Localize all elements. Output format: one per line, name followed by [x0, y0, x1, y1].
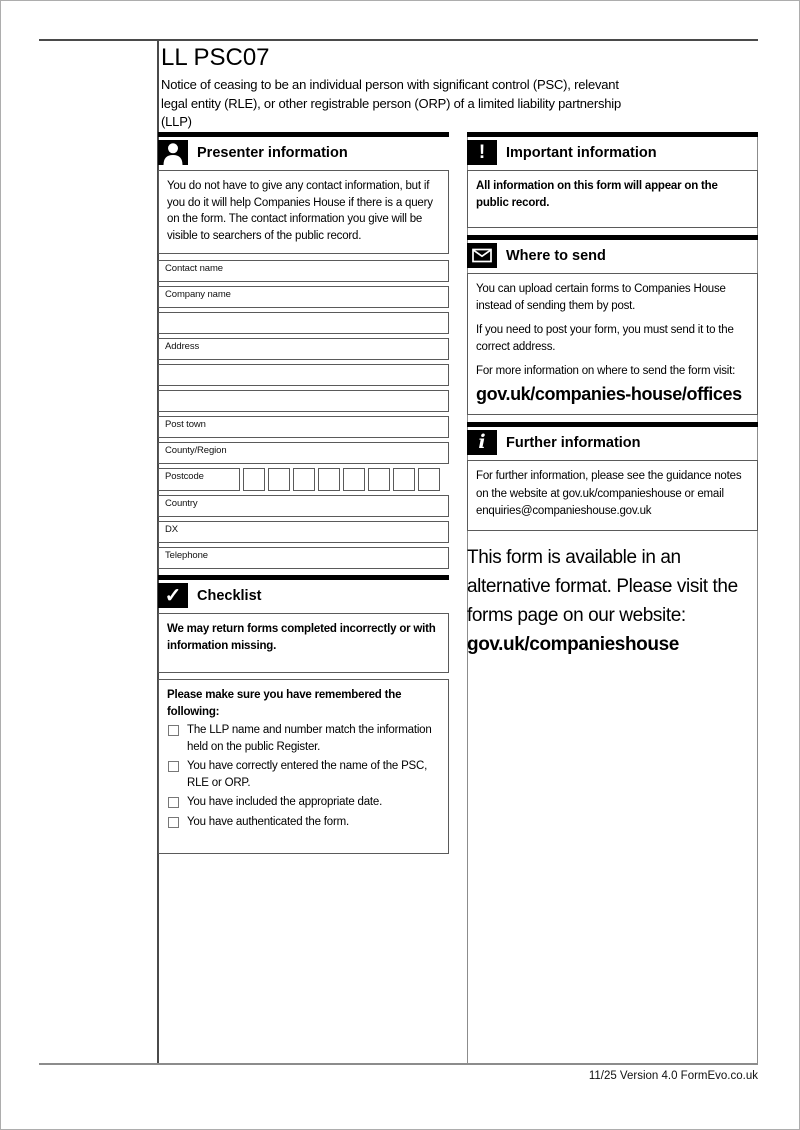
form-code: LL PSC07	[161, 44, 270, 71]
postcode-field	[158, 468, 449, 491]
address-continuation-field-2[interactable]	[158, 390, 449, 412]
field-label: Company name	[165, 289, 231, 300]
checklist-items-box	[158, 679, 449, 854]
contact-name-field[interactable]	[158, 260, 449, 282]
checklist-intro: Please make sure you have remembered the following:	[167, 689, 402, 718]
important-info-title: Important information	[506, 144, 657, 161]
address-field[interactable]	[158, 338, 449, 360]
important-info-header	[467, 132, 758, 165]
checklist-item-label: You have authenticated the form.	[187, 815, 349, 828]
postcode-box[interactable]	[293, 468, 315, 491]
important-info-note	[467, 170, 758, 228]
country-field[interactable]	[158, 495, 449, 517]
postcode-box[interactable]	[343, 468, 365, 491]
where-to-send-note	[467, 273, 758, 415]
field-label: Postcode	[165, 471, 204, 482]
where-to-send-header	[467, 235, 758, 268]
field-label: Contact name	[165, 263, 223, 274]
presenter-header	[158, 132, 449, 165]
left-column	[158, 132, 449, 860]
checkbox[interactable]	[168, 761, 179, 772]
exclamation-icon: !	[467, 140, 497, 165]
where-to-send-section	[467, 235, 758, 415]
post-town-field[interactable]	[158, 416, 449, 438]
checklist-title: Checklist	[197, 587, 262, 604]
offices-url: gov.uk/companies-house/offices	[476, 383, 742, 404]
footer-rule	[39, 1063, 758, 1065]
important-info-section	[467, 132, 758, 228]
postcode-label-box[interactable]	[158, 468, 240, 491]
telephone-field[interactable]	[158, 547, 449, 569]
where-to-send-p2: If you need to post your form, you must send it to the correct address.	[476, 324, 734, 353]
where-to-send-title: Where to send	[506, 247, 606, 264]
postcode-box[interactable]	[243, 468, 265, 491]
checkbox[interactable]	[168, 797, 179, 808]
top-rule	[39, 39, 758, 41]
alternative-format-url: gov.uk/companieshouse	[467, 633, 679, 655]
postcode-box[interactable]	[418, 468, 440, 491]
field-label: Country	[165, 498, 198, 509]
field-label: DX	[165, 524, 178, 535]
county-region-field[interactable]	[158, 442, 449, 464]
footer-text: 11/25 Version 4.0 FormEvo.co.uk	[588, 1070, 758, 1082]
presenter-note: You do not have to give any contact information, but if you do it will help Companies House if there is a query on the form. The contact information you give will be visible to searchers of the public record.	[158, 170, 449, 254]
postcode-box[interactable]	[368, 468, 390, 491]
further-info-title: Further information	[506, 434, 641, 451]
form-description: Notice of ceasing to be an individual person with significant control (PSC), relevant legal entity (RLE), or other registrable person (ORP) of a limited liability partnership (LLP)	[161, 77, 621, 130]
address-continuation-field[interactable]	[158, 364, 449, 386]
person-icon	[158, 140, 188, 165]
checklist-header	[158, 575, 449, 608]
checklist-warning	[158, 613, 449, 673]
field-label: Telephone	[165, 550, 208, 561]
checkmark-icon: ✓	[158, 583, 188, 608]
dx-field[interactable]	[158, 521, 449, 543]
field-label: Post town	[165, 419, 206, 430]
alternative-format-note	[467, 543, 758, 659]
checklist-item-label: You have correctly entered the name of the PSC, RLE or ORP.	[187, 760, 428, 789]
further-info-note: For further information, please see the guidance notes on the website at gov.uk/companieshouse or email enquiries@companieshouse.gov.uk	[467, 460, 758, 531]
further-info-header	[467, 422, 758, 455]
field-label: Address	[165, 341, 200, 352]
right-column	[467, 132, 758, 659]
postcode-box[interactable]	[318, 468, 340, 491]
checklist-item	[167, 758, 440, 791]
field-label: County/Region	[165, 445, 227, 456]
postcode-box[interactable]	[268, 468, 290, 491]
where-to-send-p1: You can upload certain forms to Companies House instead of sending them by post.	[476, 283, 726, 312]
form-title-block	[161, 45, 631, 132]
checklist-item	[167, 814, 440, 831]
company-name-field[interactable]	[158, 286, 449, 308]
info-icon: i	[467, 430, 497, 455]
checklist-item-label: You have included the appropriate date.	[187, 796, 383, 808]
checklist-section	[158, 575, 449, 854]
envelope-icon	[467, 243, 497, 268]
checklist-warning-text: We may return forms completed incorrectly or with information missing.	[167, 623, 436, 652]
further-info-section	[467, 422, 758, 531]
postcode-box[interactable]	[393, 468, 415, 491]
company-name-continuation-field[interactable]	[158, 312, 449, 334]
checkbox[interactable]	[168, 725, 179, 736]
important-info-text: All information on this form will appear on the public record.	[476, 180, 718, 209]
checklist-item-label: The LLP name and number match the information held on the public Register.	[187, 724, 432, 753]
where-to-send-p3: For more information on where to send the form visit:	[476, 365, 736, 377]
presenter-section	[158, 132, 449, 569]
checklist-item	[167, 722, 440, 755]
alternative-format-text: This form is available in an alternative format. Please visit the forms page on our website:	[467, 546, 738, 626]
presenter-title: Presenter information	[197, 144, 348, 161]
checkbox[interactable]	[168, 817, 179, 828]
checklist-item	[167, 794, 440, 811]
